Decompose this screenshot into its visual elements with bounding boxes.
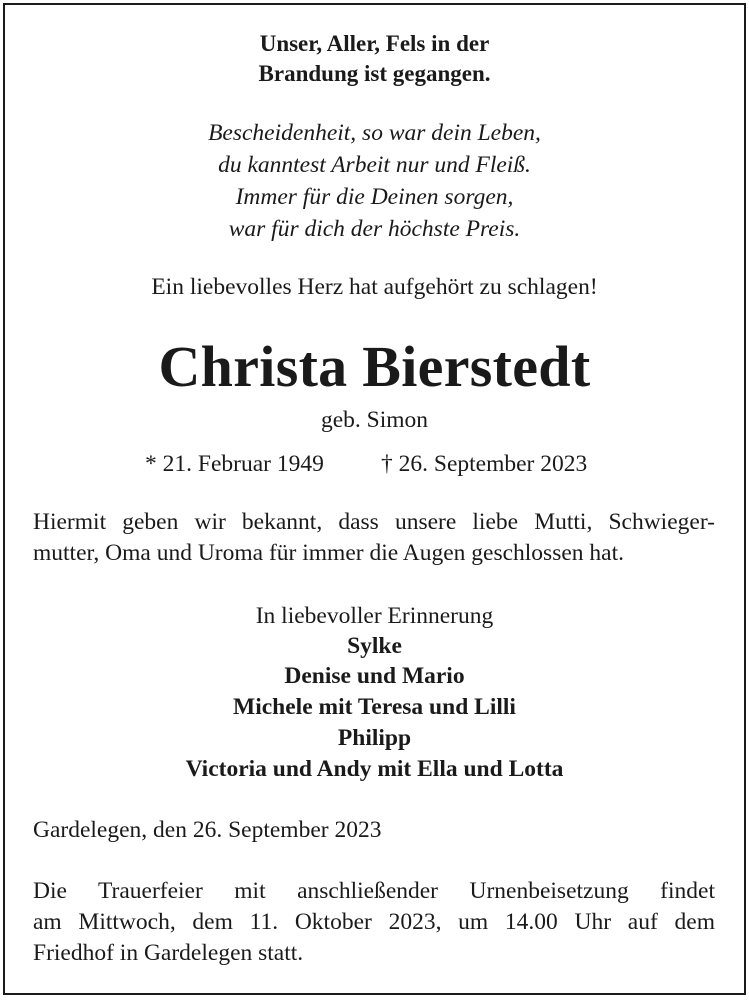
family-name-3: Michele mit Teresa und Lilli — [233, 694, 516, 720]
remembrance-intro: In liebevoller Erinnerung — [255, 603, 494, 629]
family-name-4: Philipp — [337, 725, 412, 751]
poem-line-3: Immer für die Deinen sorgen, — [235, 184, 514, 210]
heading-line-2: Brandung ist gegangen. — [258, 61, 491, 86]
poem-line-4: war für dich der höchste Preis. — [228, 216, 521, 242]
deceased-name: Christa Bierstedt — [158, 334, 591, 399]
announcement-line-2: mutter, Oma und Uroma für immer die Augen geschlossen hat. — [33, 540, 624, 566]
place-date: Gardelegen, den 26. September 2023 — [33, 817, 382, 843]
family-name-2: Denise und Mario — [284, 663, 465, 689]
life-dates — [0, 449, 749, 479]
birth-date: * 21. Februar 1949 — [145, 451, 324, 477]
death-date: † 26. September 2023 — [381, 451, 588, 477]
funeral-line-3: Friedhof in Gardelegen statt. — [33, 940, 304, 966]
family-name-1: Sylke — [347, 633, 402, 659]
funeral-line-1: Die Trauerfeier mit anschließender Urnenbeisetzung findet — [33, 878, 715, 904]
poem-line-1: Bescheidenheit, so war dein Leben, — [208, 120, 541, 146]
funeral-line-2: am Mittwoch, dem 11. Oktober 2023, um 14.00 Uhr auf dem — [33, 909, 715, 935]
funeral-paragraph — [33, 876, 715, 969]
family-name-5: Victoria und Andy mit Ella und Lotta — [185, 756, 564, 782]
announcement-line-1: Hiermit geben wir bekannt, dass unsere liebe Mutti, Schwieger- — [33, 509, 715, 535]
heading-line-1: Unser, Aller, Fels in der — [259, 31, 490, 56]
maiden-name: geb. Simon — [320, 407, 429, 433]
poem-line-2: du kanntest Arbeit nur und Fleiß. — [218, 152, 531, 178]
intro-text: Ein liebevolles Herz hat aufgehört zu schlagen! — [151, 274, 598, 300]
announcement-paragraph — [33, 507, 715, 569]
